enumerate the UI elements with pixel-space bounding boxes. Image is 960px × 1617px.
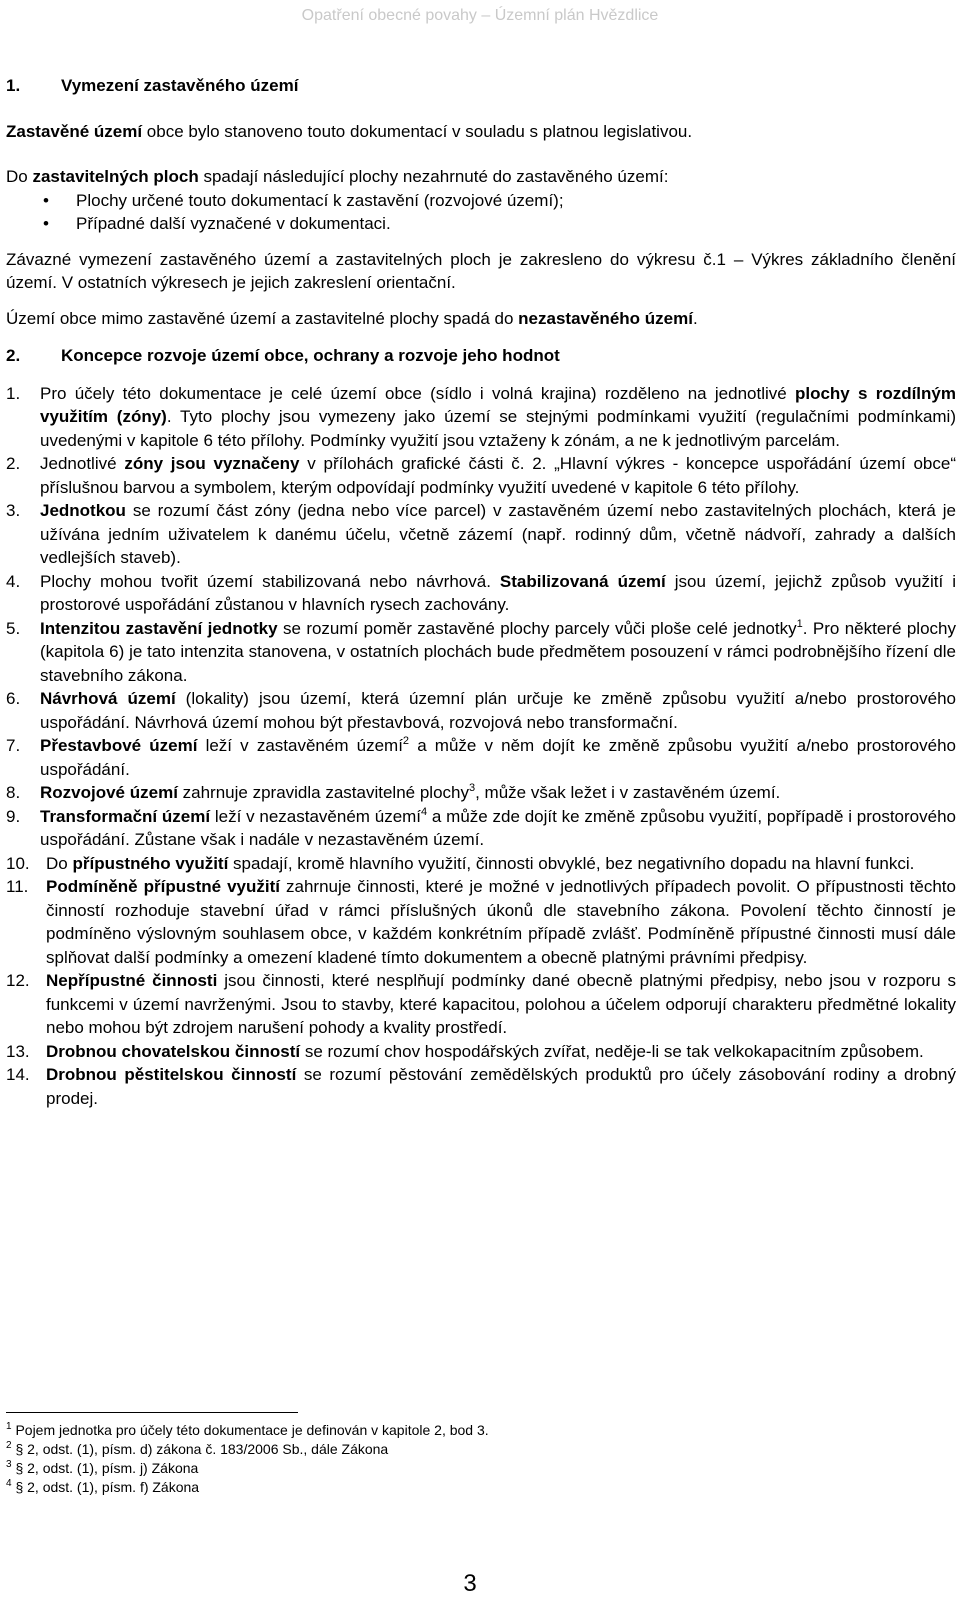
list-item-text: se rozumí poměr zastavěné plochy parcely vůči ploše celé jednotky [277, 618, 797, 638]
list-item-number: 9. [6, 806, 21, 826]
list-item-term: Jednotkou [40, 501, 126, 520]
list-item [6, 617, 956, 688]
paragraph-text: obce bylo stanoveno touto dokumentací v souladu s platnou legislativou. [142, 121, 693, 141]
list-item-text: se rozumí chov hospodářských zvířat, neděje-li se tak velkokapacitním způsobem. [300, 1041, 924, 1061]
footnote-reference[interactable]: 1 [796, 617, 803, 630]
list-item-number: 5. [6, 618, 21, 638]
footnote-text: § 2, odst. (1), písm. d) zákona č. 183/2006 Sb., dále Zákona [11, 1441, 389, 1457]
bullet-list [6, 189, 956, 236]
paragraph-text: spadají následující plochy nezahrnuté do zastavěného území: [198, 167, 669, 186]
list-item-number: 6. [6, 689, 21, 708]
list-item [6, 570, 956, 617]
list-item-text: , může však ležet i v zastavěném území. [475, 783, 781, 802]
list-item-text: . Tyto plochy jsou vymezeny jako území se stejnými podmínkami využití (regulačními podmínkami) uvedenými v kapitole 6 této přílohy. Podmínky využití jsou vztaženy k zónám, a ne k jednotlivým parcelám. [40, 407, 956, 450]
list-item-text: leží v zastavěném území [197, 736, 403, 755]
footnote [6, 1459, 489, 1478]
list-item-term: přípustného využití [72, 853, 229, 873]
page-header: Opatření obecné povahy – Územní plán Hvězdlice [301, 7, 659, 24]
paragraph-zastavitelne-plochy [6, 165, 956, 189]
footnotes [6, 1421, 489, 1497]
list-item [6, 852, 956, 876]
list-item-number: 10. [6, 853, 30, 873]
list-item-text: spadají, kromě hlavního využití, činnosti obvyklé, bez negativního dopadu na hlavní funkci. [228, 853, 915, 873]
list-item-term: Nepřípustné činnosti [46, 971, 218, 990]
list-item [6, 805, 956, 852]
list-item [6, 452, 956, 499]
list-item-term: zóny jsou vyznačeny [124, 454, 300, 473]
list-item-text: (lokality) jsou území, která územní plán určuje ke změně způsobu využití a/nebo prostorového uspořádání. Návrhová území mohou být přestavbová, rozvojová nebo transformační. [40, 689, 956, 732]
footnote-text: § 2, odst. (1), písm. f) Zákona [11, 1479, 200, 1495]
paragraph-text: Území obce mimo zastavěné území a zastavitelné plochy spadá do [6, 308, 519, 328]
footnote-reference[interactable]: 4 [421, 805, 428, 818]
section-1-title: Vymezení zastavěného území [61, 76, 299, 95]
definitions-list [6, 382, 956, 1111]
list-item-number: 2. [6, 454, 21, 473]
list-item-text: zahrnuje činnosti, které je možné v jednotlivých případech povolit. O přípustnosti těchto činností rozhoduje stavební úřad v rámci příslušných úkonů dle stavebního zákona. Povolení těchto činností je podmíněno výslovným souhlasem obce, v každém konkrétním případě zvlášť. Podmíněně přípustné činnosti musí dále splňovat další podmínky a omezení kladené tímto dokumentem a obecně platnými právními předpisy. [46, 877, 956, 967]
footnote-mark: 4 [6, 1478, 12, 1489]
section-2-heading [6, 344, 956, 368]
term-zastavitelne-plochy: zastavitelných ploch [32, 167, 199, 186]
list-item [6, 499, 956, 570]
list-item-term: Přestavbové území [40, 736, 198, 755]
footnote-text: § 2, odst. (1), písm. j) Zákona [11, 1460, 199, 1476]
list-item-number: 14. [6, 1065, 30, 1084]
footnote-reference[interactable]: 2 [402, 735, 410, 747]
section-2-number: 2. [6, 346, 21, 365]
paragraph-text: . [692, 308, 698, 328]
list-item-text: se rozumí část zóny (jedna nebo více parcel) v zastavěném území nebo zastavitelných plochách, která je užívána jedním uživatelem k danému účelu, včetně zázemí (např. rodinný dům, včetně nádvoří, zahrady a dalších vedlejších staveb). [40, 501, 956, 567]
footnote [6, 1440, 489, 1459]
list-item [6, 1040, 956, 1064]
page-number: 3 [463, 1570, 477, 1597]
section-1-number: 1. [6, 76, 21, 95]
document-body [6, 74, 956, 1110]
list-item [6, 781, 956, 805]
list-item [6, 687, 956, 734]
list-item-text: Plochy mohou tvořit území stabilizovaná nebo návrhová. [40, 571, 500, 591]
bullet-item: • Případné další vyznačené v dokumentaci. [6, 212, 956, 236]
bullet-item: • Plochy určené touto dokumentací k zastavění (rozvojové území); [6, 189, 956, 213]
list-item-text: v přílohách grafické části č. 2. „Hlavní výkres - koncepce uspořádání území obce“ příslušnou barvou a symbolem, kterým odpovídají podmínky využití uvedené v kapitole 6 této přílohy. [40, 454, 956, 497]
list-item-number: 13. [6, 1041, 30, 1061]
list-item [6, 1063, 956, 1110]
paragraph-zastavene-uzemi [6, 120, 956, 144]
list-item-text: a může zde dojít ke změně způsobu využití, popřípadě i prostorového uspořádání. Zůstane však i nadále v nezastavěném území. [40, 806, 956, 849]
section-2-title: Koncepce rozvoje území obce, ochrany a rozvoje jeho hodnot [61, 346, 560, 365]
list-item-term: plochy s rozdílným využitím (zóny) [40, 383, 956, 426]
list-item-number: 8. [6, 783, 21, 802]
list-item-term: Podmíněně přípustné využití [46, 877, 280, 896]
list-item-term: Rozvojové území [40, 783, 178, 802]
list-item-text: Do [46, 853, 73, 873]
list-item-number: 4. [6, 571, 21, 591]
footnote-reference[interactable]: 3 [468, 782, 476, 794]
footnote [6, 1421, 489, 1440]
list-item [6, 875, 956, 969]
list-item [6, 382, 956, 453]
list-item-number: 7. [6, 736, 21, 755]
paragraph-text: Do [6, 167, 33, 186]
list-item-text: a může v něm dojít ke změně způsobu využití a/nebo prostorového uspořádání. [40, 736, 956, 779]
footnote-mark: 3 [6, 1459, 12, 1470]
footnote-mark: 1 [6, 1421, 12, 1432]
term-zastavene-uzemi: Zastavěné území [6, 121, 143, 141]
list-item-term: Intenzitou zastavění jednotky [40, 618, 278, 638]
list-item-text: se rozumí pěstování zemědělských produktů pro účely zásobování rodiny a drobný prodej. [46, 1065, 956, 1108]
list-item-text: . Pro některé plochy (kapitola 6) je tato intenzita stanovena, v ostatních plochách bude předmětem posouzení v rámci podrobnějšího řízení dle stavebního zákona. [40, 618, 956, 685]
list-item-term: Stabilizovaná území [499, 571, 666, 591]
paragraph-zavazne-vymezeni: Závazné vymezení zastavěného území a zastavitelných ploch je zakresleno do výkresu č.1 – Výkres základního členění území. V ostatních výkresech je jejich zakreslení orientační. [6, 249, 956, 292]
list-item [6, 734, 956, 781]
paragraph-nezastavene-uzemi [6, 307, 956, 331]
list-item-term: Drobnou chovatelskou činností [46, 1041, 301, 1061]
list-item-term: Transformační území [40, 806, 211, 826]
list-item-number: 3. [6, 501, 21, 520]
footnote-text: Pojem jednotka pro účely této dokumentace je definován v kapitole 2, bod 3. [11, 1422, 489, 1438]
list-item-text: Jednotlivé [40, 454, 125, 473]
footnote-separator [6, 1412, 298, 1413]
list-item-number: 1. [6, 383, 21, 403]
list-item [6, 969, 956, 1040]
footnote [6, 1478, 489, 1497]
list-item-term: Drobnou pěstitelskou činností [46, 1065, 297, 1084]
list-item-text: leží v nezastavěném území [210, 806, 422, 826]
list-item-number: 11. [6, 877, 29, 896]
list-item-term: Návrhová území [40, 689, 176, 708]
list-item-text: Pro účely této dokumentace je celé území obce (sídlo i volná krajina) rozděleno na jednotlivé [40, 383, 795, 403]
section-1-heading [6, 74, 956, 98]
footnote-mark: 2 [6, 1440, 12, 1451]
list-item-text: jsou činnosti, které nesplňují podmínky dané obecně platnými předpisy, nebo jsou v rozporu s funkcemi v území navrženými. Jsou to stavby, které kapacitou, polohou a účelem odporují charakteru předmětné lokality nebo mohou být zdrojem narušení pohody a kvality prostředí. [46, 971, 956, 1037]
term-nezastavene-uzemi: nezastavěného území [518, 308, 693, 328]
list-item-text: zahrnuje zpravidla zastavitelné plochy [177, 783, 469, 802]
list-item-text: jsou území, jejichž způsob využití i prostorové uspořádání zůstanou v hlavních rysech zachovány. [40, 571, 956, 614]
list-item-number: 12. [6, 971, 30, 990]
